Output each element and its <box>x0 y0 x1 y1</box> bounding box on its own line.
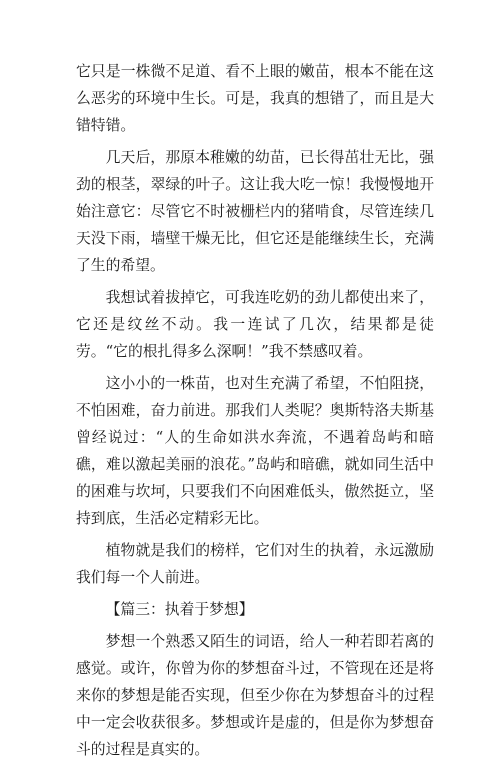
paragraph-5: 植物就是我们的榜样，它们对生的执着，永远激励我们每一个人前进。 <box>76 542 434 586</box>
paragraph-4: 这小小的一株苗，也对生充满了希望，不怕阻挠，不怕困难，奋力前进。那我们人类呢？奥斯特洛夫斯基曾经说过：“人的生命如洪水奔流，不遇着岛屿和暗礁，难以激起美丽的浪花。”岛屿和暗礁，就如同生活中的困难与坎坷，只要我们不向困难低头，傲然挺立，坚持到底，生活必定精彩无比。 <box>76 375 434 527</box>
section-paragraph-1: 梦想一个熟悉又陌生的词语，给人一种若即若离的感觉。或许，你曾为你的梦想奋斗过，不管现在还是将来你的梦想是能否实现，但至少你在为梦想奋斗的过程中一定会收获很多。梦想或许是虚的，但是你为梦想奋斗的过程是真实的。 <box>76 633 434 758</box>
paragraph-1: 它只是一株微不足道、看不上眼的嫩苗，根本不能在这么恶劣的环境中生长。可是，我真的想错了，而且是大错特错。 <box>76 63 434 134</box>
section-heading: 【篇三：执着于梦想】 <box>105 601 254 618</box>
paragraph-2: 几天后，那原本稚嫩的幼苗，已长得茁壮无比，强劲的根茎，翠绿的叶子。这让我大吃一惊！我慢慢地开始注意它：尽管它不时被栅栏内的猪啃食，尽管连续几天没下雨，墙壁干燥无比，但它还是能继续生长，充满了生的希望。 <box>76 149 434 274</box>
paragraph-3: 我想试着拔掉它，可我连吃奶的劲儿都使出来了，它还是纹丝不动。我一连试了几次，结果都是徒劳。“它的根扎得多么深啊！”我不禁感叹着。 <box>76 289 434 360</box>
article-body <box>76 58 434 768</box>
